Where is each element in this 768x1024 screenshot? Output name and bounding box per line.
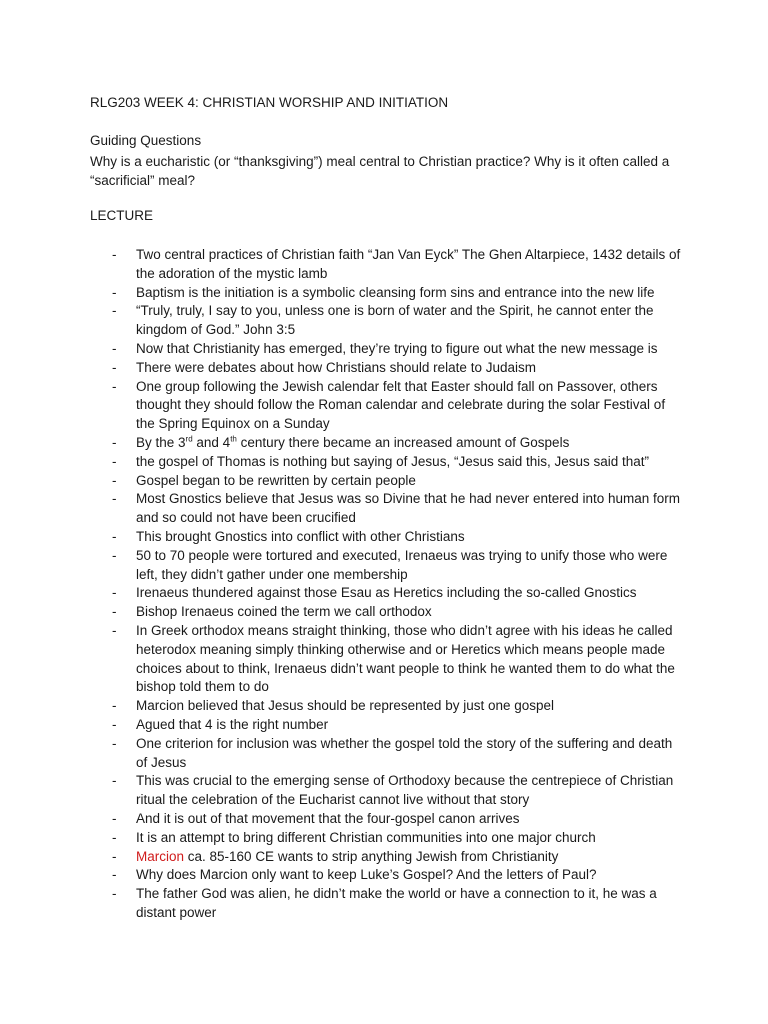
bullet-dash: -: [112, 773, 117, 789]
bullet-dash: -: [112, 453, 117, 469]
list-item-rest: ca. 85-160 CE wants to strip anything Jewish from Christianity: [184, 848, 559, 864]
bullet-dash: -: [112, 810, 117, 826]
list-item-fragment: century there became an increased amount of Gospels: [236, 434, 570, 450]
bullet-dash: -: [112, 604, 117, 620]
list-item: [0, 810, 681, 829]
list-item: [0, 302, 681, 340]
list-item: [0, 603, 681, 622]
bullet-dash: -: [112, 867, 117, 883]
bullet-dash: -: [112, 303, 117, 319]
list-item-text: Now that Christianity has emerged, they’re trying to figure out what the new message is: [136, 340, 658, 356]
list-item-text: And it is out of that movement that the four-gospel canon arrives: [136, 810, 520, 826]
bullet-dash: -: [112, 247, 117, 262]
list-item-text: [136, 435, 569, 450]
list-item-text: In Greek orthodox means straight thinking, those who didn’t agree with his ideas he called heterodox meaning simply thinking otherwise and or Heretics which means people made choices about to think, Irenaeus didn’t want people to think he wanted them to do what the bishop told them to do: [136, 622, 675, 695]
guiding-questions-heading: Guiding Questions: [90, 133, 202, 148]
list-item-fragment: By the 3: [136, 434, 186, 450]
list-item: [0, 284, 681, 303]
bullet-dash: -: [112, 829, 117, 845]
list-item: [0, 472, 681, 491]
list-item-text: It is an attempt to bring different Christian communities into one major church: [136, 829, 596, 845]
list-item-text: This was crucial to the emerging sense of Orthodoxy because the centrepiece of Christian ritual the celebration of the Eucharist cannot live without that story: [136, 773, 674, 808]
list-item-text: Agued that 4 is the right number: [136, 716, 329, 732]
list-item: [0, 434, 681, 453]
list-item: [0, 697, 681, 716]
bullet-dash: -: [112, 491, 117, 507]
bullet-dash: -: [112, 528, 117, 544]
list-item: [0, 490, 681, 528]
list-item-text: One group following the Jewish calendar felt that Easter should fall on Passover, others thought they should follow the Roman calendar and celebrate during the solar Festival of the Spring Equinox on a Sunday: [136, 378, 666, 432]
bullet-dash: -: [112, 622, 117, 638]
bullet-dash: -: [112, 340, 117, 356]
document-title: RLG203 WEEK 4: CHRISTIAN WORSHIP AND INITIATION: [90, 95, 449, 110]
bullet-dash: -: [112, 735, 117, 751]
list-item-text: [136, 849, 558, 864]
list-item-text: “Truly, truly, I say to you, unless one is born of water and the Spirit, he cannot enter the kingdom of God.” John 3:5: [136, 303, 654, 338]
list-item-text: One criterion for inclusion was whether the gospel told the story of the suffering and death of Jesus: [136, 735, 673, 770]
bullet-dash: -: [112, 716, 117, 732]
list-item-text: Gospel began to be rewritten by certain people: [136, 472, 416, 488]
bullet-dash: -: [112, 886, 117, 902]
list-item-fragment: and 4: [192, 434, 231, 450]
bullet-dash: -: [112, 378, 117, 394]
list-item: [0, 378, 681, 434]
bullet-dash: -: [112, 698, 117, 714]
list-item-text: Two central practices of Christian faith “Jan Van Eyck” The Ghen Altarpiece, 1432 details of the adoration of the mystic lamb: [136, 247, 681, 281]
list-item: [0, 622, 681, 697]
list-item-text: The father God was alien, he didn’t make the world or have a connection to it, he was a distant power: [136, 886, 657, 920]
list-item: [0, 359, 681, 378]
bullet-dash: -: [112, 585, 117, 601]
bullet-dash: -: [112, 547, 117, 563]
list-item: [0, 547, 681, 585]
list-item: [0, 829, 681, 848]
ordinal-suffix: rd: [185, 434, 193, 444]
list-item: [0, 246, 681, 284]
list-item: [0, 528, 681, 547]
list-item-text: Marcion believed that Jesus should be represented by just one gospel: [136, 698, 555, 714]
list-item: [0, 848, 681, 867]
list-item-text: Why does Marcion only want to keep Luke’s Gospel? And the letters of Paul?: [136, 867, 597, 883]
bullet-dash: -: [112, 359, 117, 375]
list-item-text: Baptism is the initiation is a symbolic cleansing form sins and entrance into the new life: [136, 284, 655, 300]
list-item: [0, 584, 681, 603]
bullet-dash: -: [112, 472, 117, 488]
list-item: [0, 340, 681, 359]
lecture-notes-list: [0, 246, 768, 923]
guiding-questions-text: Why is a eucharistic (or “thanksgiving”) meal central to Christian practice? Why is it often called a “sacrificial” meal?: [90, 154, 670, 188]
list-item-text: This brought Gnostics into conflict with other Christians: [136, 528, 465, 544]
ordinal-suffix: th: [230, 434, 237, 444]
bullet-dash: -: [112, 848, 117, 864]
lecture-heading: LECTURE: [90, 208, 154, 223]
list-item-text: Irenaeus thundered against those Esau as Heretics including the so-called Gnostics: [136, 585, 637, 601]
list-item: [0, 772, 681, 810]
list-item: [0, 716, 681, 735]
list-item: [0, 866, 681, 885]
list-item: [0, 885, 681, 923]
list-item-text: Bishop Irenaeus coined the term we call orthodox: [136, 604, 432, 620]
list-item-text: There were debates about how Christians should relate to Judaism: [136, 359, 536, 375]
list-item: [0, 453, 681, 472]
highlighted-term: Marcion: [136, 848, 185, 864]
list-item-text: Most Gnostics believe that Jesus was so Divine that he had never entered into human form and so could not have been crucified: [136, 491, 681, 526]
bullet-dash: -: [112, 434, 117, 450]
list-item: [0, 735, 681, 773]
bullet-dash: -: [112, 284, 117, 300]
list-item-text: the gospel of Thomas is nothing but saying of Jesus, “Jesus said this, Jesus said that”: [136, 453, 650, 469]
list-item-text: 50 to 70 people were tortured and executed, Irenaeus was trying to unify those who were left, they didn’t gather under one membership: [136, 547, 668, 582]
